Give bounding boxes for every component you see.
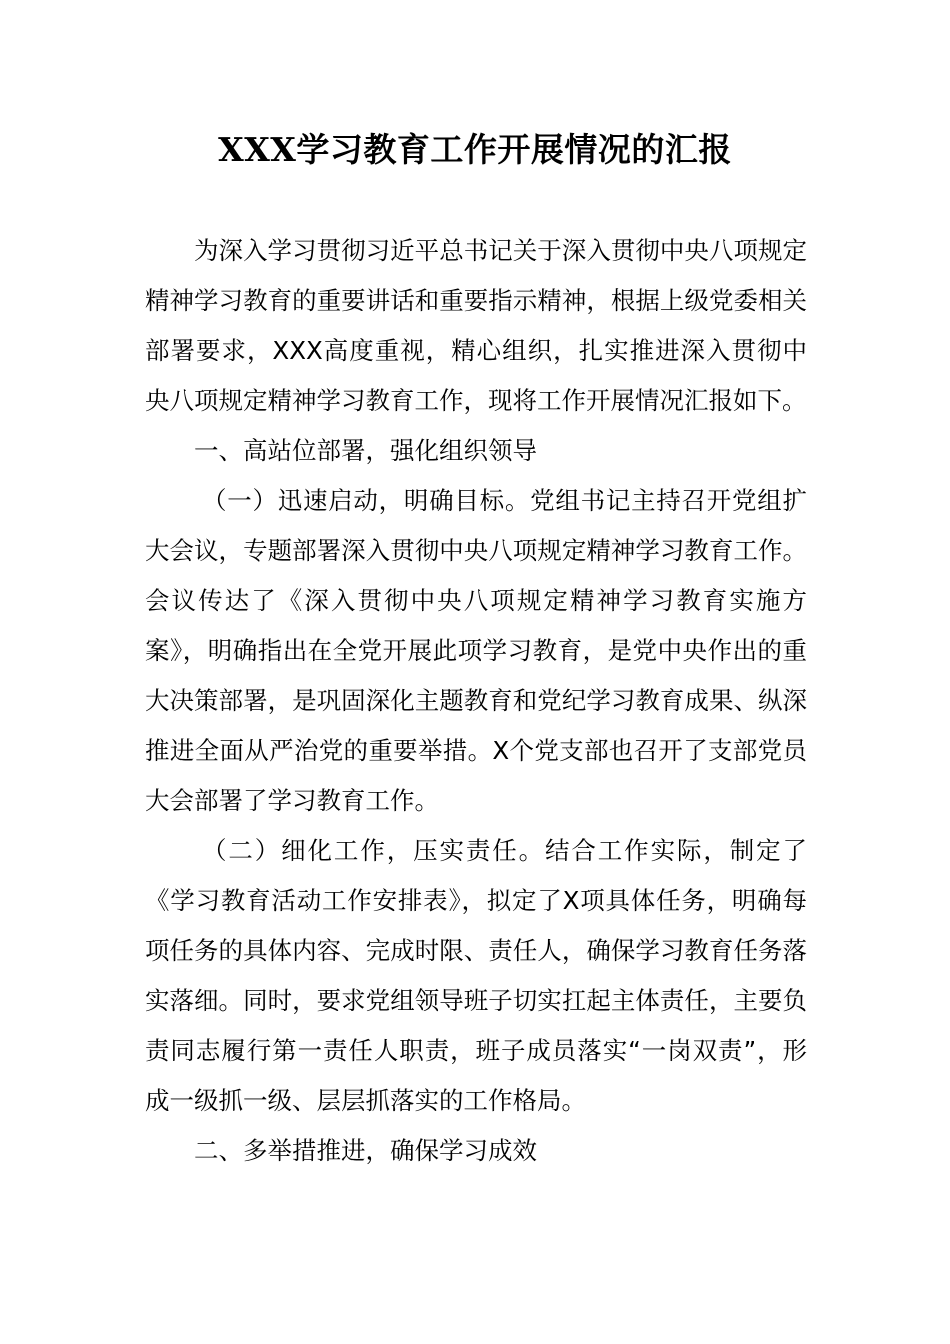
section-1-heading: 一、高站位部署，强化组织领导 [194, 436, 537, 465]
section-1-item-1: （一）迅速启动，明确目标。党组书记主持召开党组扩大会议，专题部署深入贯彻中央八项规定精神学习教育工作。会议传达了《深入贯彻中央八项规定精神学习教育实施方案》，明确指出在全党开展此项学习教育，是党中央作出的重大决策部署，是巩固深化主题教育和党纪学习教育成果、纵深推进全面从严治党的重要举措。X个党支部也召开了支部党员大会部署了学习教育工作。 [145, 486, 807, 815]
section-2-heading: 二、多举措推进，确保学习成效 [194, 1136, 537, 1165]
document-body [145, 226, 807, 1176]
intro-paragraph: 为深入学习贯彻习近平总书记关于深入贯彻中央八项规定精神学习教育的重要讲话和重要指示精神，根据上级党委相关部署要求，XXX高度重视，精心组织，扎实推进深入贯彻中央八项规定精神学习教育工作，现将工作开展情况汇报如下。 [145, 236, 807, 415]
section-1-item-2: （二）细化工作，压实责任。结合工作实际，制定了《学习教育活动工作安排表》，拟定了X项具体任务，明确每项任务的具体内容、完成时限、责任人，确保学习教育任务落实落细。同时，要求党组领导班子切实扛起主体责任，主要负责同志履行第一责任人职责，班子成员落实“一岗双责”，形成一级抓一级、层层抓落实的工作格局。 [145, 836, 807, 1115]
document-title: XXX学习教育工作开展情况的汇报 [218, 130, 732, 169]
